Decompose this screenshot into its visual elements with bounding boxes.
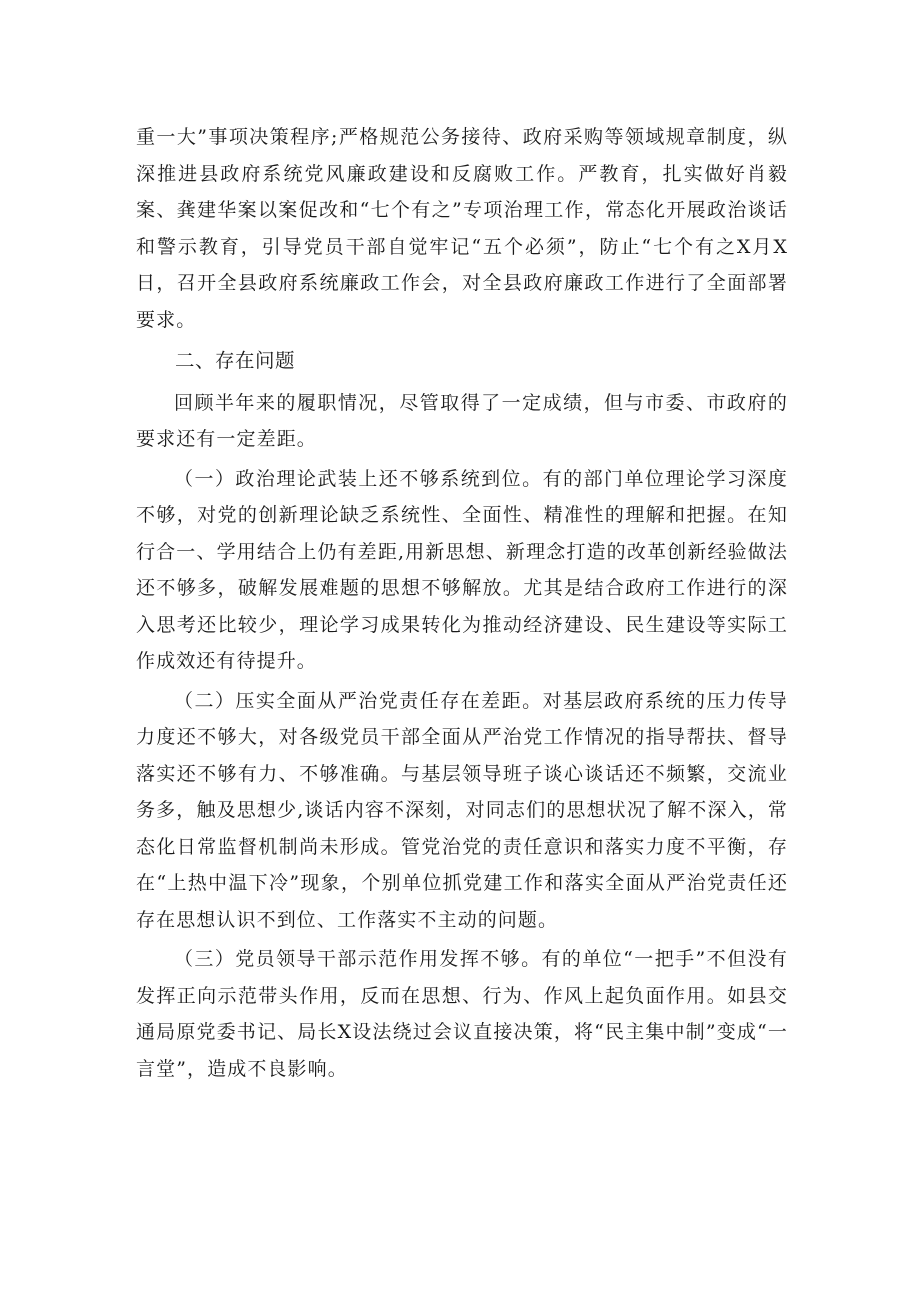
continued-paragraph: 重一大”事项决策程序;严格规范公务接待、政府采购等领域规章制度，纵深推进县政府系统党风廉政建设和反腐败工作。严教育，扎实做好肖毅案、龚建华案以案促改和“七个有之”专项治理工作，常态化开展政治谈话和警示教育，引导党员干部自觉牢记“五个必须”，防止“七个有之X月X日，召开全县政府系统廉政工作会，对全县政府廉政工作进行了全面部署要求。 (136, 126, 788, 331)
problem-item-2: （二）压实全面从严治党责任存在差距。对基层政府系统的压力传导力度还不够大，对各级党员干部全面从严治党工作情况的指导帮扶、督导落实还不够有力、不够准确。与基层领导班子谈心谈话还不频繁，交流业务多，触及思想少,谈话内容不深刻，对同志们的思想状况了解不深入，常态化日常监督机制尚未形成。管党治党的责任意识和落实力度不平衡，存在“上热中温下冷”现象，个别单位抓党建工作和落实全面从严治党责任还存在思想认识不到位、工作落实不主动的问题。 (136, 689, 788, 931)
intro-paragraph: 回顾半年来的履职情况，尽管取得了一定成绩，但与市委、市政府的要求还有一定差距。 (136, 391, 788, 450)
problem-item-3: （三）党员领导干部示范作用发挥不够。有的单位“一把手”不但没有发挥正向示范带头作用，反而在思想、行为、作风上起负面作用。如县交通局原党委书记、局长X设法绕过会议直接决策，将“民主集中制”变成“一言堂”，造成不良影响。 (136, 948, 788, 1080)
problem-item-1: （一）政治理论武装上还不够系统到位。有的部门单位理论学习深度不够，对党的创新理论缺乏系统性、全面性、精准性的理解和把握。在知行合一、学用结合上仍有差距,用新思想、新理念打造的改革创新经验做法还不够多，破解发展难题的思想不够解放。尤其是结合政府工作进行的深入思考还比较少，理论学习成果转化为推动经济建设、民生建设等实际工作成效还有待提升。 (136, 467, 788, 672)
section-heading: 二、存在问题 (175, 349, 296, 372)
document-body (136, 119, 788, 1087)
